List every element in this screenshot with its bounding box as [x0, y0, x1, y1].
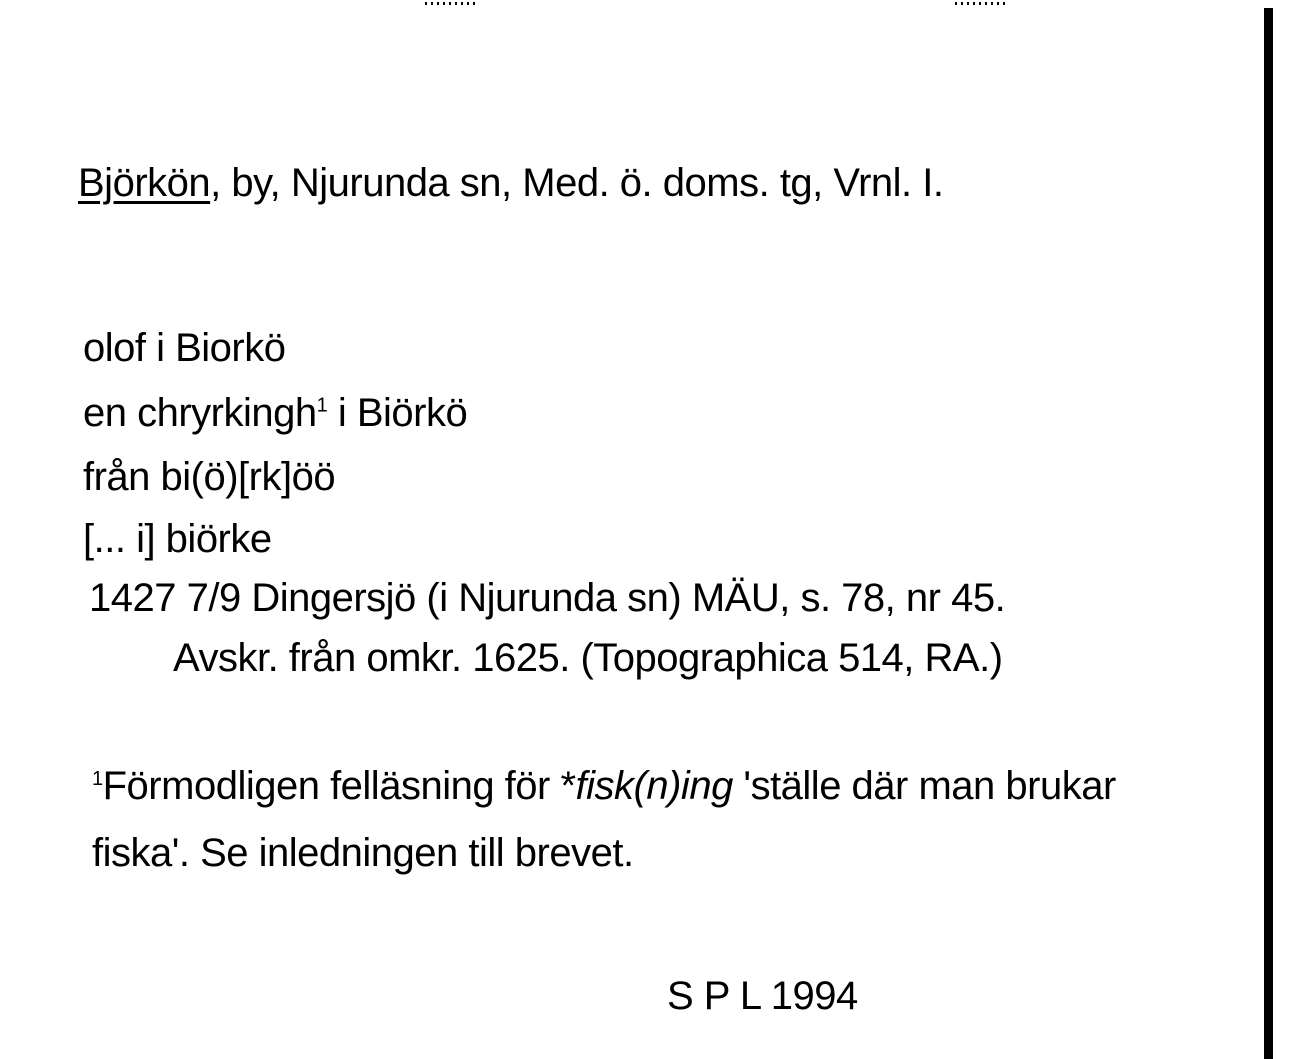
- footnote-italic-term: fisk(n)ing: [575, 764, 733, 808]
- footnote-continuation: fiska'. Se inledningen till brevet.: [92, 831, 634, 875]
- source-line: 1427 7/9 Dingersjö (i Njurunda sn) MÄU, s. 78, nr 45.: [89, 576, 1006, 620]
- form-text: från bi(ö)[rk]öö: [83, 455, 336, 499]
- footnote-reference: 1: [316, 394, 328, 417]
- source-line: Avskr. från omkr. 1625. (Topographica 514, RA.): [173, 636, 1003, 680]
- form-line: [83, 328, 285, 368]
- form-text: en chryrkingh: [83, 391, 317, 435]
- form-line: [83, 393, 467, 433]
- scan-artifact: [425, 2, 475, 5]
- form-line: [83, 457, 335, 497]
- signature: S P L 1994: [667, 974, 858, 1018]
- form-text: [... i] biörke: [83, 517, 272, 561]
- form-text: i Biörkö: [327, 391, 468, 435]
- form-text: olof i Biorkö: [83, 326, 286, 370]
- headword: Björkön: [78, 161, 211, 205]
- heading-details: , by, Njurunda sn, Med. ö. doms. tg, Vrnl. I.: [210, 161, 944, 205]
- entry-heading: [78, 163, 944, 203]
- card-right-edge: [1264, 8, 1273, 1059]
- footnote: [92, 766, 1116, 806]
- footnote-marker: 1: [92, 768, 103, 790]
- footnote-text: 'ställe där man brukar: [732, 764, 1116, 808]
- form-line: [83, 519, 272, 559]
- scan-artifact: [955, 2, 1005, 5]
- footnote-text: Förmodligen felläsning för *: [102, 764, 576, 808]
